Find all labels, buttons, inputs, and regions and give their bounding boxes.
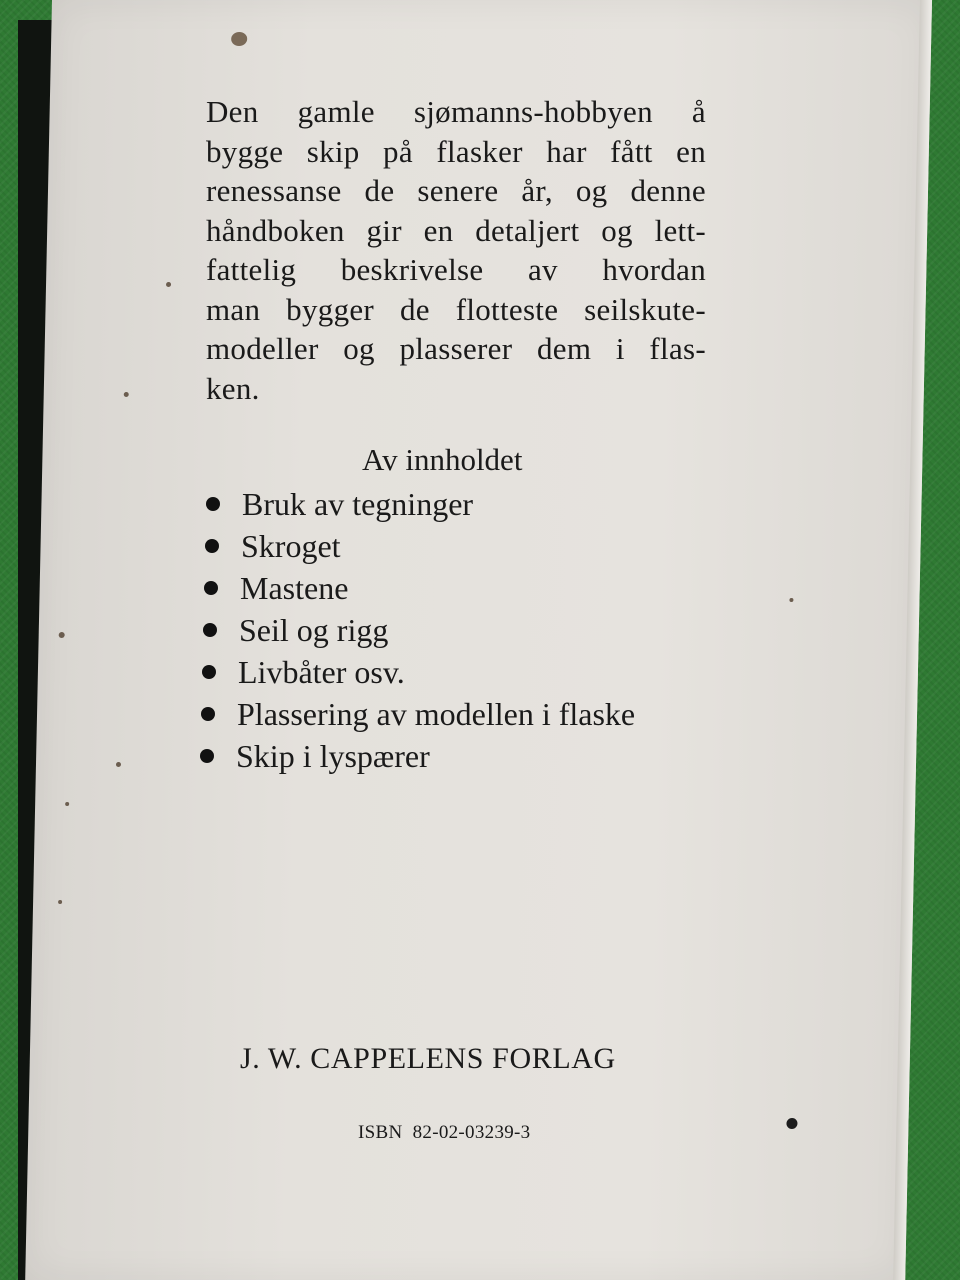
list-item [200, 693, 760, 735]
list-item [200, 567, 760, 609]
bullet-icon [206, 497, 220, 511]
bullet-icon [202, 665, 216, 679]
list-item-label: Bruk av tegninger [242, 485, 474, 522]
bullet-icon [205, 539, 219, 553]
bullet-icon [203, 623, 217, 637]
list-item [200, 609, 760, 651]
blurb-line: renessanse de senere år, og denne [206, 173, 706, 208]
list-item [200, 735, 760, 777]
blurb-paragraph [206, 92, 706, 408]
blurb-line: man bygger de flotteste seilskute- [206, 291, 706, 327]
isbn-number: ISBN 82-02-03239-3 [358, 1122, 531, 1143]
bullet-icon [204, 581, 218, 595]
list-item [200, 483, 760, 525]
list-item-label: Seil og rigg [239, 611, 389, 648]
list-item [200, 651, 760, 693]
contents-list [200, 483, 760, 777]
blurb-line: bygge skip på flasker har fått en [206, 133, 706, 169]
list-item [200, 525, 760, 567]
list-item-label: Plassering av modellen i flaske [237, 695, 636, 732]
blurb-line: ken. [206, 370, 260, 406]
list-item-label: Mastene [240, 569, 349, 606]
contents-heading: Av innholdet [362, 442, 523, 477]
list-item-label: Livbåter osv. [238, 653, 405, 690]
blurb-line: håndboken gir en detaljert og lett- [206, 212, 706, 248]
list-item-label: Skroget [241, 527, 341, 564]
bullet-icon [201, 707, 215, 721]
list-item-label: Skip i lyspærer [236, 737, 430, 774]
blurb-line: modeller og plasserer dem i flas- [206, 331, 706, 366]
blurb-line: Den gamle sjømanns-hobbyen å [206, 94, 706, 129]
blurb-line: fattelig beskrivelse av hvordan [206, 252, 706, 287]
bullet-icon [200, 749, 214, 763]
publisher-name: J. W. CAPPELENS FORLAG [240, 1042, 616, 1075]
